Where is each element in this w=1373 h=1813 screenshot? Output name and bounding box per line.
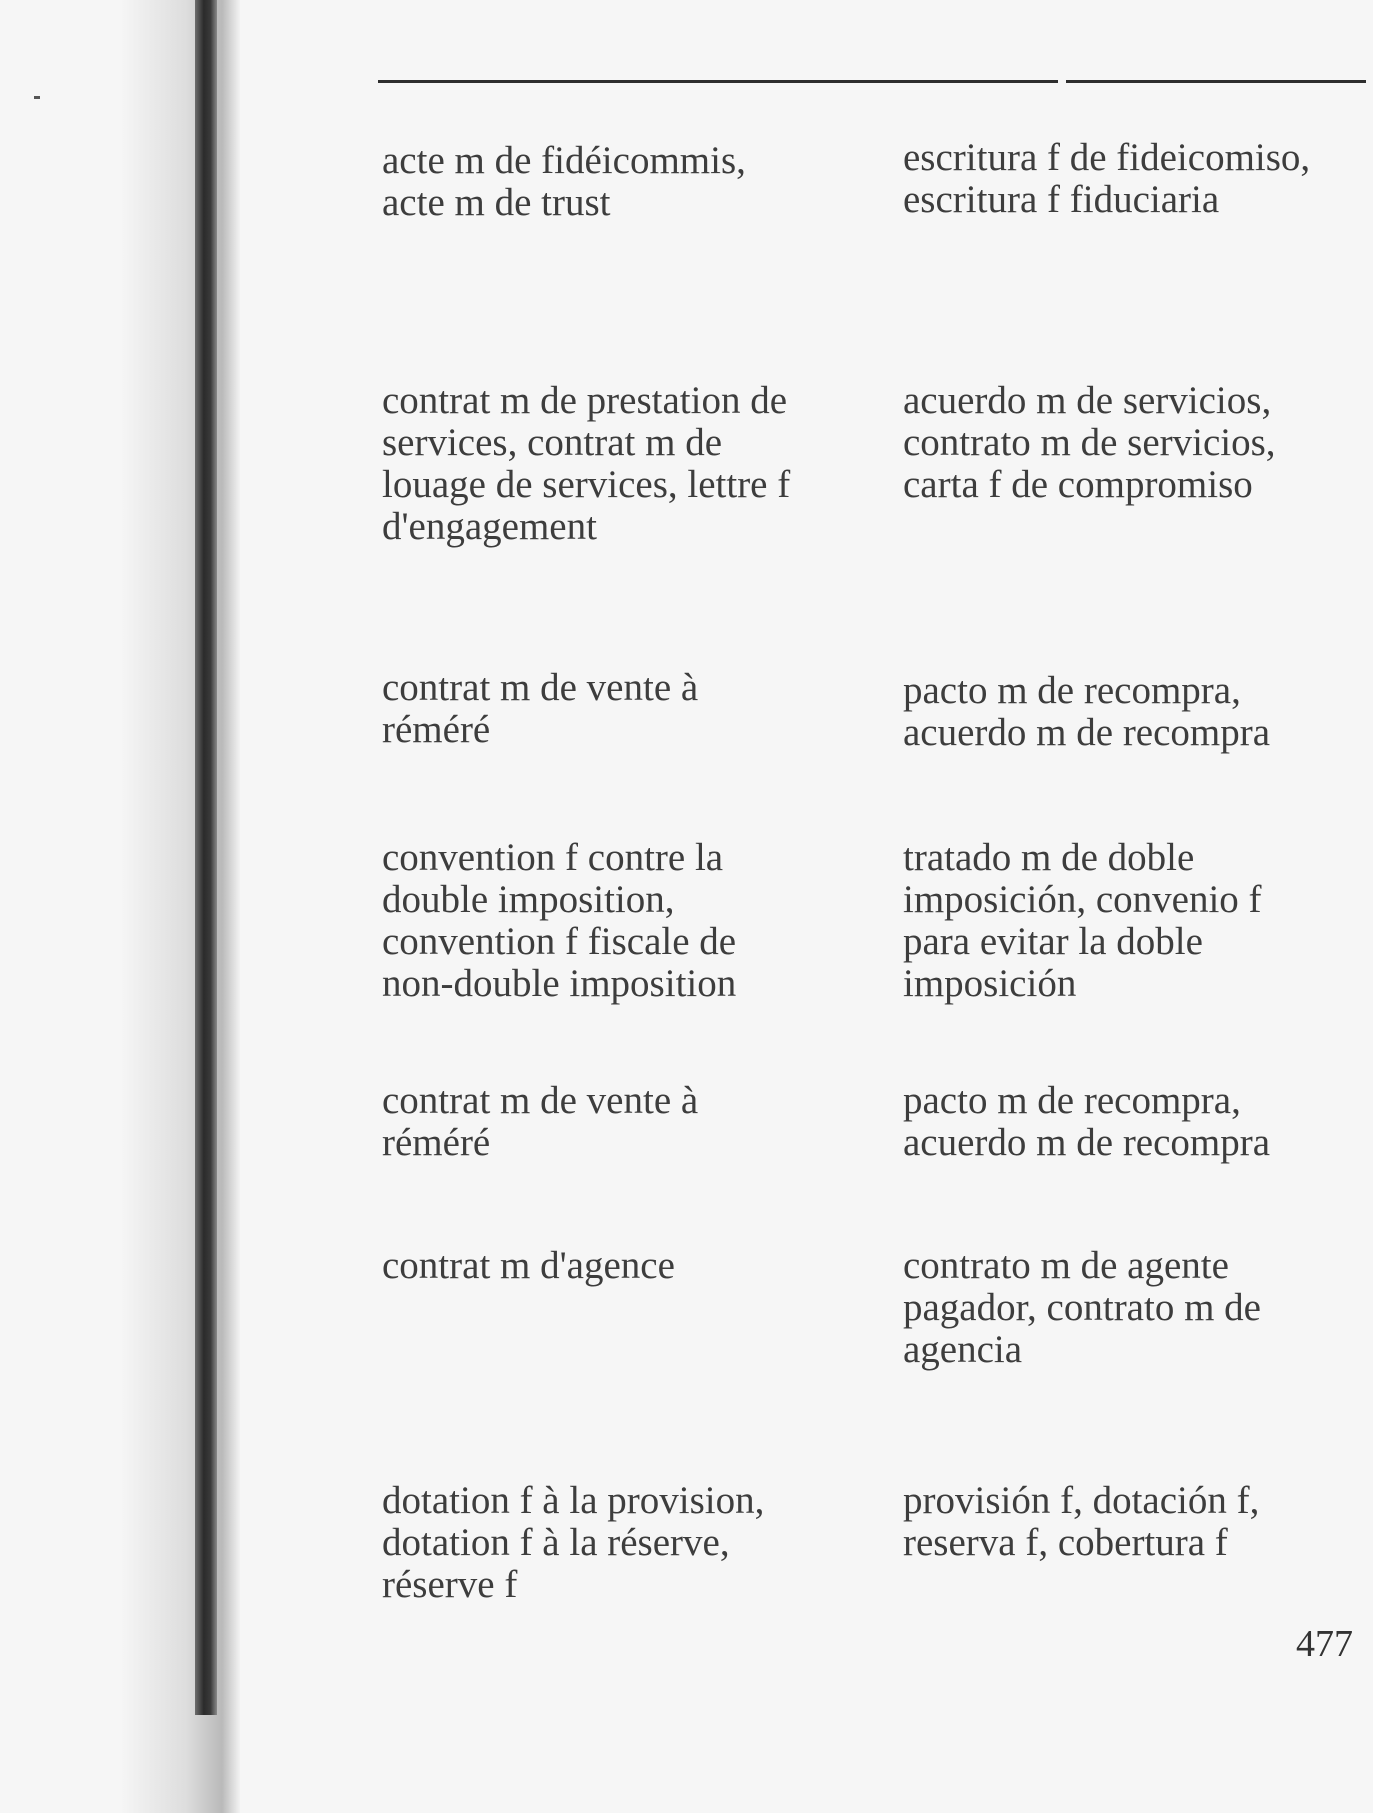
entry-4-spanish: tratado m de doble imposición, convenio f para evitar la doble imposición [903,836,1262,1005]
entry-6-french: contrat m d'agence [382,1244,675,1287]
entry-5-french: contrat m de vente à réméré [382,1079,699,1164]
entry-3-french: contrat m de vente à réméré [382,666,699,751]
entry-7-french: dotation f à la provision, dotation f à la réserve, réserve f [382,1479,765,1606]
book-binding [195,0,217,1715]
entry-1-french: acte m de fidéicommis, acte m de trust [382,139,746,224]
page-number: 477 [1296,1623,1353,1665]
entry-5-spanish: pacto m de recompra, acuerdo m de recompra [903,1079,1271,1164]
page-gutter-shadow [120,0,240,1813]
entry-2-spanish: acuerdo m de servicios, contrato m de servicios, carta f de compromiso [903,379,1276,506]
entry-1-spanish: escritura f de fideicomiso, escritura f fiduciaria [903,136,1311,221]
header-rule-right [1066,80,1366,83]
entry-2-french: contrat m de prestation de services, contrat m de louage de services, lettre f d'engagement [382,379,791,548]
header-rule-left [378,80,1058,83]
scan-speck [34,96,40,99]
entry-6-spanish: contrato m de agente pagador, contrato m de agencia [903,1244,1261,1371]
entry-3-spanish: pacto m de recompra, acuerdo m de recompra [903,669,1271,754]
entry-4-french: convention f contre la double imposition, convention f fiscale de non-double imposition [382,836,737,1005]
entry-7-spanish: provisión f, dotación f, reserva f, cobertura f [903,1479,1260,1564]
